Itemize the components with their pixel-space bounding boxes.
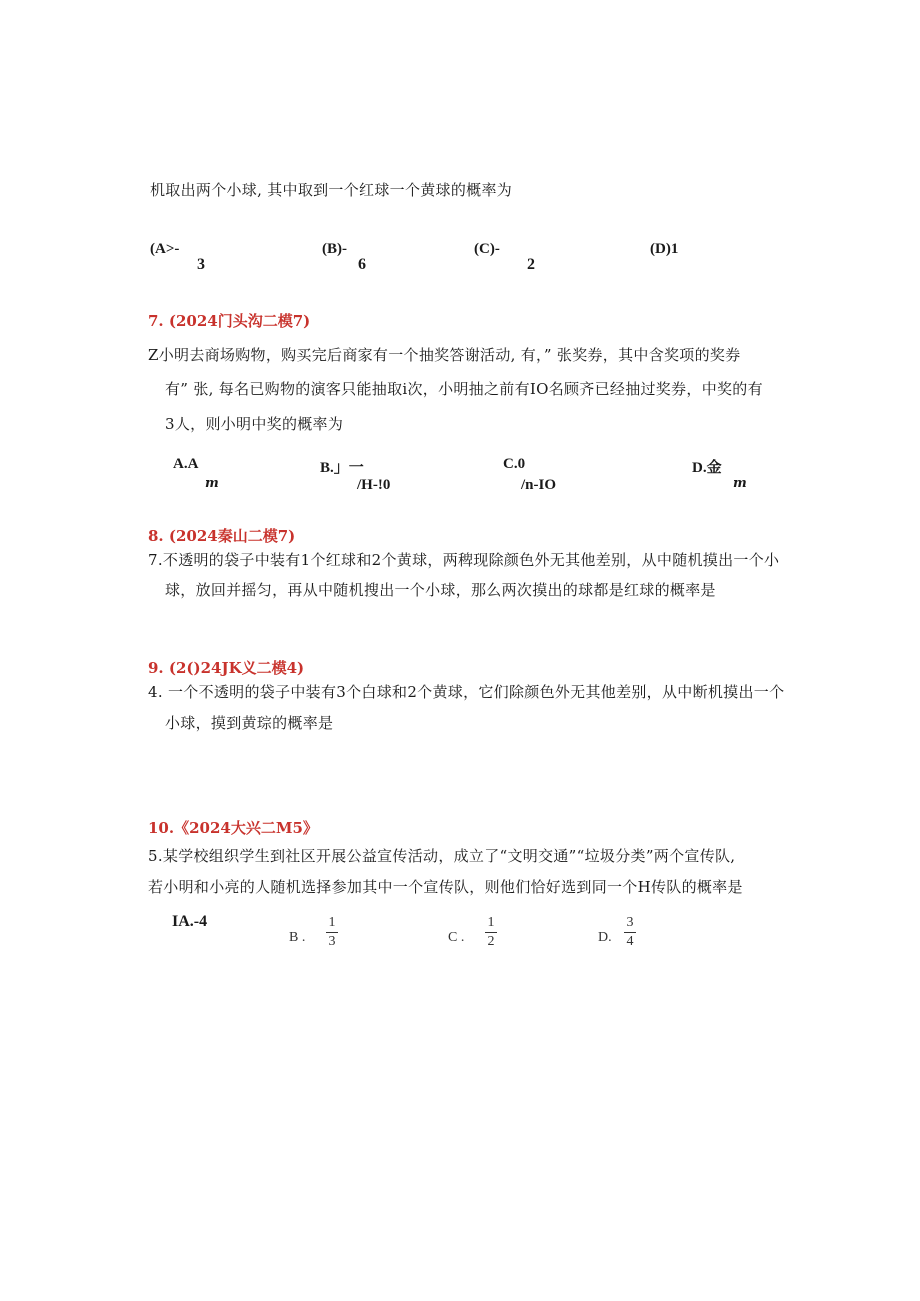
q10-option-c-fraction [485, 915, 497, 950]
q7-option-d: D.金 [692, 460, 722, 476]
q10-option-b-fraction [326, 915, 338, 950]
q6-option-b-value: 6 [358, 256, 366, 273]
q10-option-c-denominator: 2 [487, 934, 495, 949]
q10-line-1: 5.某学校组织学生到社区开展公益宣传活动，成立了“文明交通”“垃圾分类”两个宣传队, [148, 847, 736, 865]
q10-option-d-label: D. [598, 930, 612, 945]
q9-line-2: 小球，摸到黄琮的概率是 [165, 714, 334, 732]
fraction-bar [485, 932, 497, 933]
q10-option-d-denominator: 4 [626, 934, 634, 949]
q7-line-1: Z小明去商场购物，购买完后商家有一个抽奖答谢活动, 有，” 张奖券，其中含奖项的奖券 [148, 346, 741, 364]
q7-header: 7. (2024门头沟二模7) [148, 312, 311, 330]
q7-option-a-sub: m [205, 476, 219, 491]
q7-line-2: 有” 张, 每名已购物的演客只能抽取i次，小明抽之前有IO名顾齐已经抽过奖券，中奖的有 [165, 380, 763, 398]
q7-option-d-sub: m [733, 476, 747, 491]
q6-option-a-label: (A>- [150, 241, 180, 257]
q6-option-c-value: 2 [527, 256, 535, 273]
q10-option-c-numerator: 1 [487, 915, 495, 930]
q9-line-1: 4. 一个不透明的袋子中装有3个白球和2个黄球，它们除颜色外无其他差别，从中断机摸出一个 [148, 683, 785, 701]
q10-option-a: IA.-4 [172, 913, 208, 930]
q10-header: 10.《2024大兴二M5》 [148, 819, 318, 837]
fraction-bar [326, 932, 338, 933]
q10-option-d-numerator: 3 [626, 915, 634, 930]
q7-option-c-sub: /n-IO [521, 477, 557, 493]
q10-line-2: 若小明和小亮的人随机选择参加其中一个宣传队，则他们恰好选到同一个H传队的概率是 [148, 878, 743, 896]
q7-option-c: C.0 [503, 456, 526, 472]
q6-option-a-value: 3 [197, 256, 205, 273]
q7-option-b-sub: /H-!0 [357, 477, 391, 493]
q8-line-1: 7.不透明的袋子中装有1个红球和2个黄球，两稗现除颜色外无其他差别，从中随机摸出一个小 [148, 551, 780, 569]
q7-option-a: A.A [173, 456, 199, 472]
q6-option-d-label: (D)1 [650, 241, 679, 257]
q10-option-c-label: C . [448, 930, 465, 945]
q6-option-b-label: (B)- [322, 241, 347, 257]
q10-option-b-numerator: 1 [328, 915, 336, 930]
q10-option-b-label: B . [289, 930, 306, 945]
q8-header: 8. (2024秦山二模7) [148, 527, 296, 545]
q7-option-b: B.」一 [320, 460, 364, 476]
q7-line-3: 3人，则小明中奖的概率为 [165, 415, 344, 433]
q10-option-d-fraction [624, 915, 636, 950]
q10-option-b-denominator: 3 [328, 934, 336, 949]
q6-option-c-label: (C)- [474, 241, 500, 257]
fraction-bar [624, 932, 636, 933]
q9-header: 9. (2()24JK义二模4) [148, 659, 305, 677]
q6-stem: 机取出两个小球, 其中取到一个红球一个黄球的概率为 [150, 181, 513, 199]
q8-line-2: 球，放回并摇匀，再从中随机搜出一个小球，那么两次摸出的球都是红球的概率是 [165, 581, 716, 599]
